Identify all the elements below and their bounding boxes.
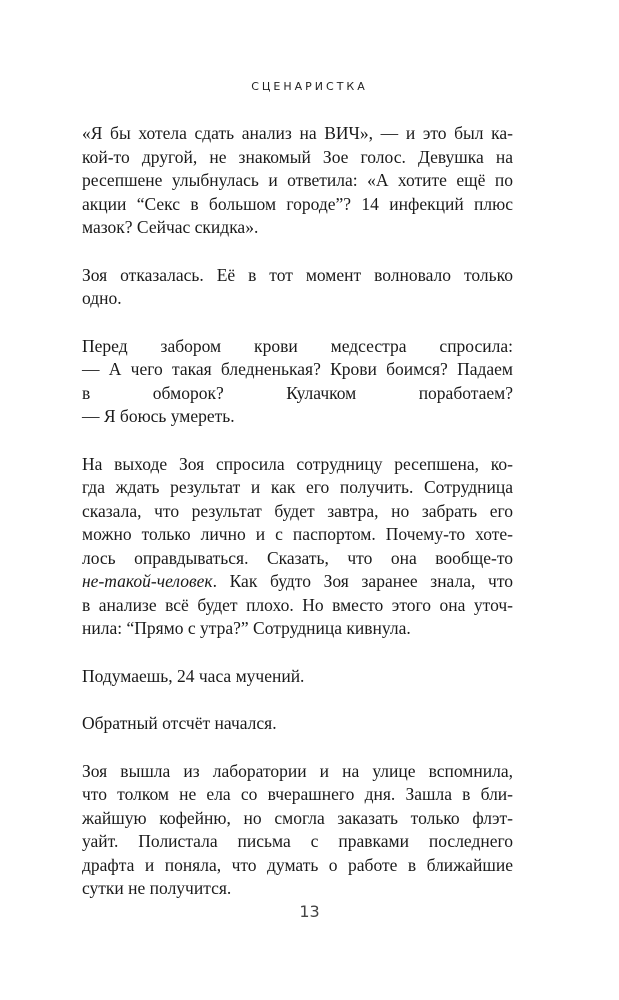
text-line: что толком не ела со вчерашнего дня. Зашла в бли- <box>82 784 513 804</box>
text-line: Зоя отказалась. Её в тот момент волновало только <box>82 264 513 285</box>
italic-phrase: не-такой-человек <box>82 571 213 591</box>
text-line: в анализе всё будет плохо. Но вместо этого она уточ- <box>82 594 513 615</box>
paragraph <box>82 665 513 689</box>
running-head: СЦЕНАРИСТКА <box>251 80 368 93</box>
body-text <box>82 122 513 925</box>
paragraph <box>82 122 513 240</box>
text-line: Обратный отсчёт начался. <box>82 713 277 733</box>
text-line: жайшую кофейню, но смогла заказать только флэт- <box>82 807 513 828</box>
text-line: акции “Секс в большом городе”? 14 инфекций плюс <box>82 193 513 214</box>
text-line: кой-то другой, не знакомый Зое голос. Девушка на <box>82 146 513 167</box>
text-line: драфта и поняла, что думать о работе в ближайшие <box>82 854 513 875</box>
paragraph <box>82 453 513 641</box>
paragraph <box>82 264 513 311</box>
text-line: На выходе Зоя спросила сотрудницу ресепшена, ко- <box>82 453 513 474</box>
paragraph <box>82 760 513 901</box>
paragraph <box>82 712 513 736</box>
text-line: сутки не получится. <box>82 878 232 898</box>
text-line: — Я боюсь умереть. <box>82 406 235 426</box>
text-line: — А чего такая бледненькая? Крови боимся? Падаем <box>82 359 513 379</box>
text-line: ресепшене улыбнулась и ответила: «А хотите ещё по <box>82 170 513 190</box>
text-line: гда ждать результат и как его получить. Сотрудница <box>82 477 513 497</box>
page-number: 13 <box>299 902 320 921</box>
text-line: нила: “Прямо с утра?” Сотрудница кивнула. <box>82 618 411 638</box>
text-line: Подумаешь, 24 часа мучений. <box>82 665 305 686</box>
text-line: лось оправдываться. Сказать, что она вообще-то <box>82 547 513 568</box>
text-line: не-такой-человек. Как будто Зоя заранее знала, что <box>82 571 513 591</box>
text-line: «Я бы хотела сдать анализ на ВИЧ», — и это был ка- <box>82 123 513 143</box>
text-line: уайт. Полистала письма с правками последнего <box>82 831 513 851</box>
text-line: Зоя вышла из лаборатории и на улице вспомнила, <box>82 760 513 781</box>
text-line: мазок? Сейчас скидка». <box>82 217 259 237</box>
text-line: можно только лично и с паспортом. Почему-то хоте- <box>82 524 513 544</box>
text-line: сказала, что результат будет завтра, но забрать его <box>82 500 513 521</box>
text-line: Перед забором крови медсестра спросила: <box>82 335 513 356</box>
paragraph <box>82 335 513 429</box>
text-line: одно. <box>82 288 122 308</box>
text-line: в обморок? Кулачком поработаем? <box>82 382 513 403</box>
